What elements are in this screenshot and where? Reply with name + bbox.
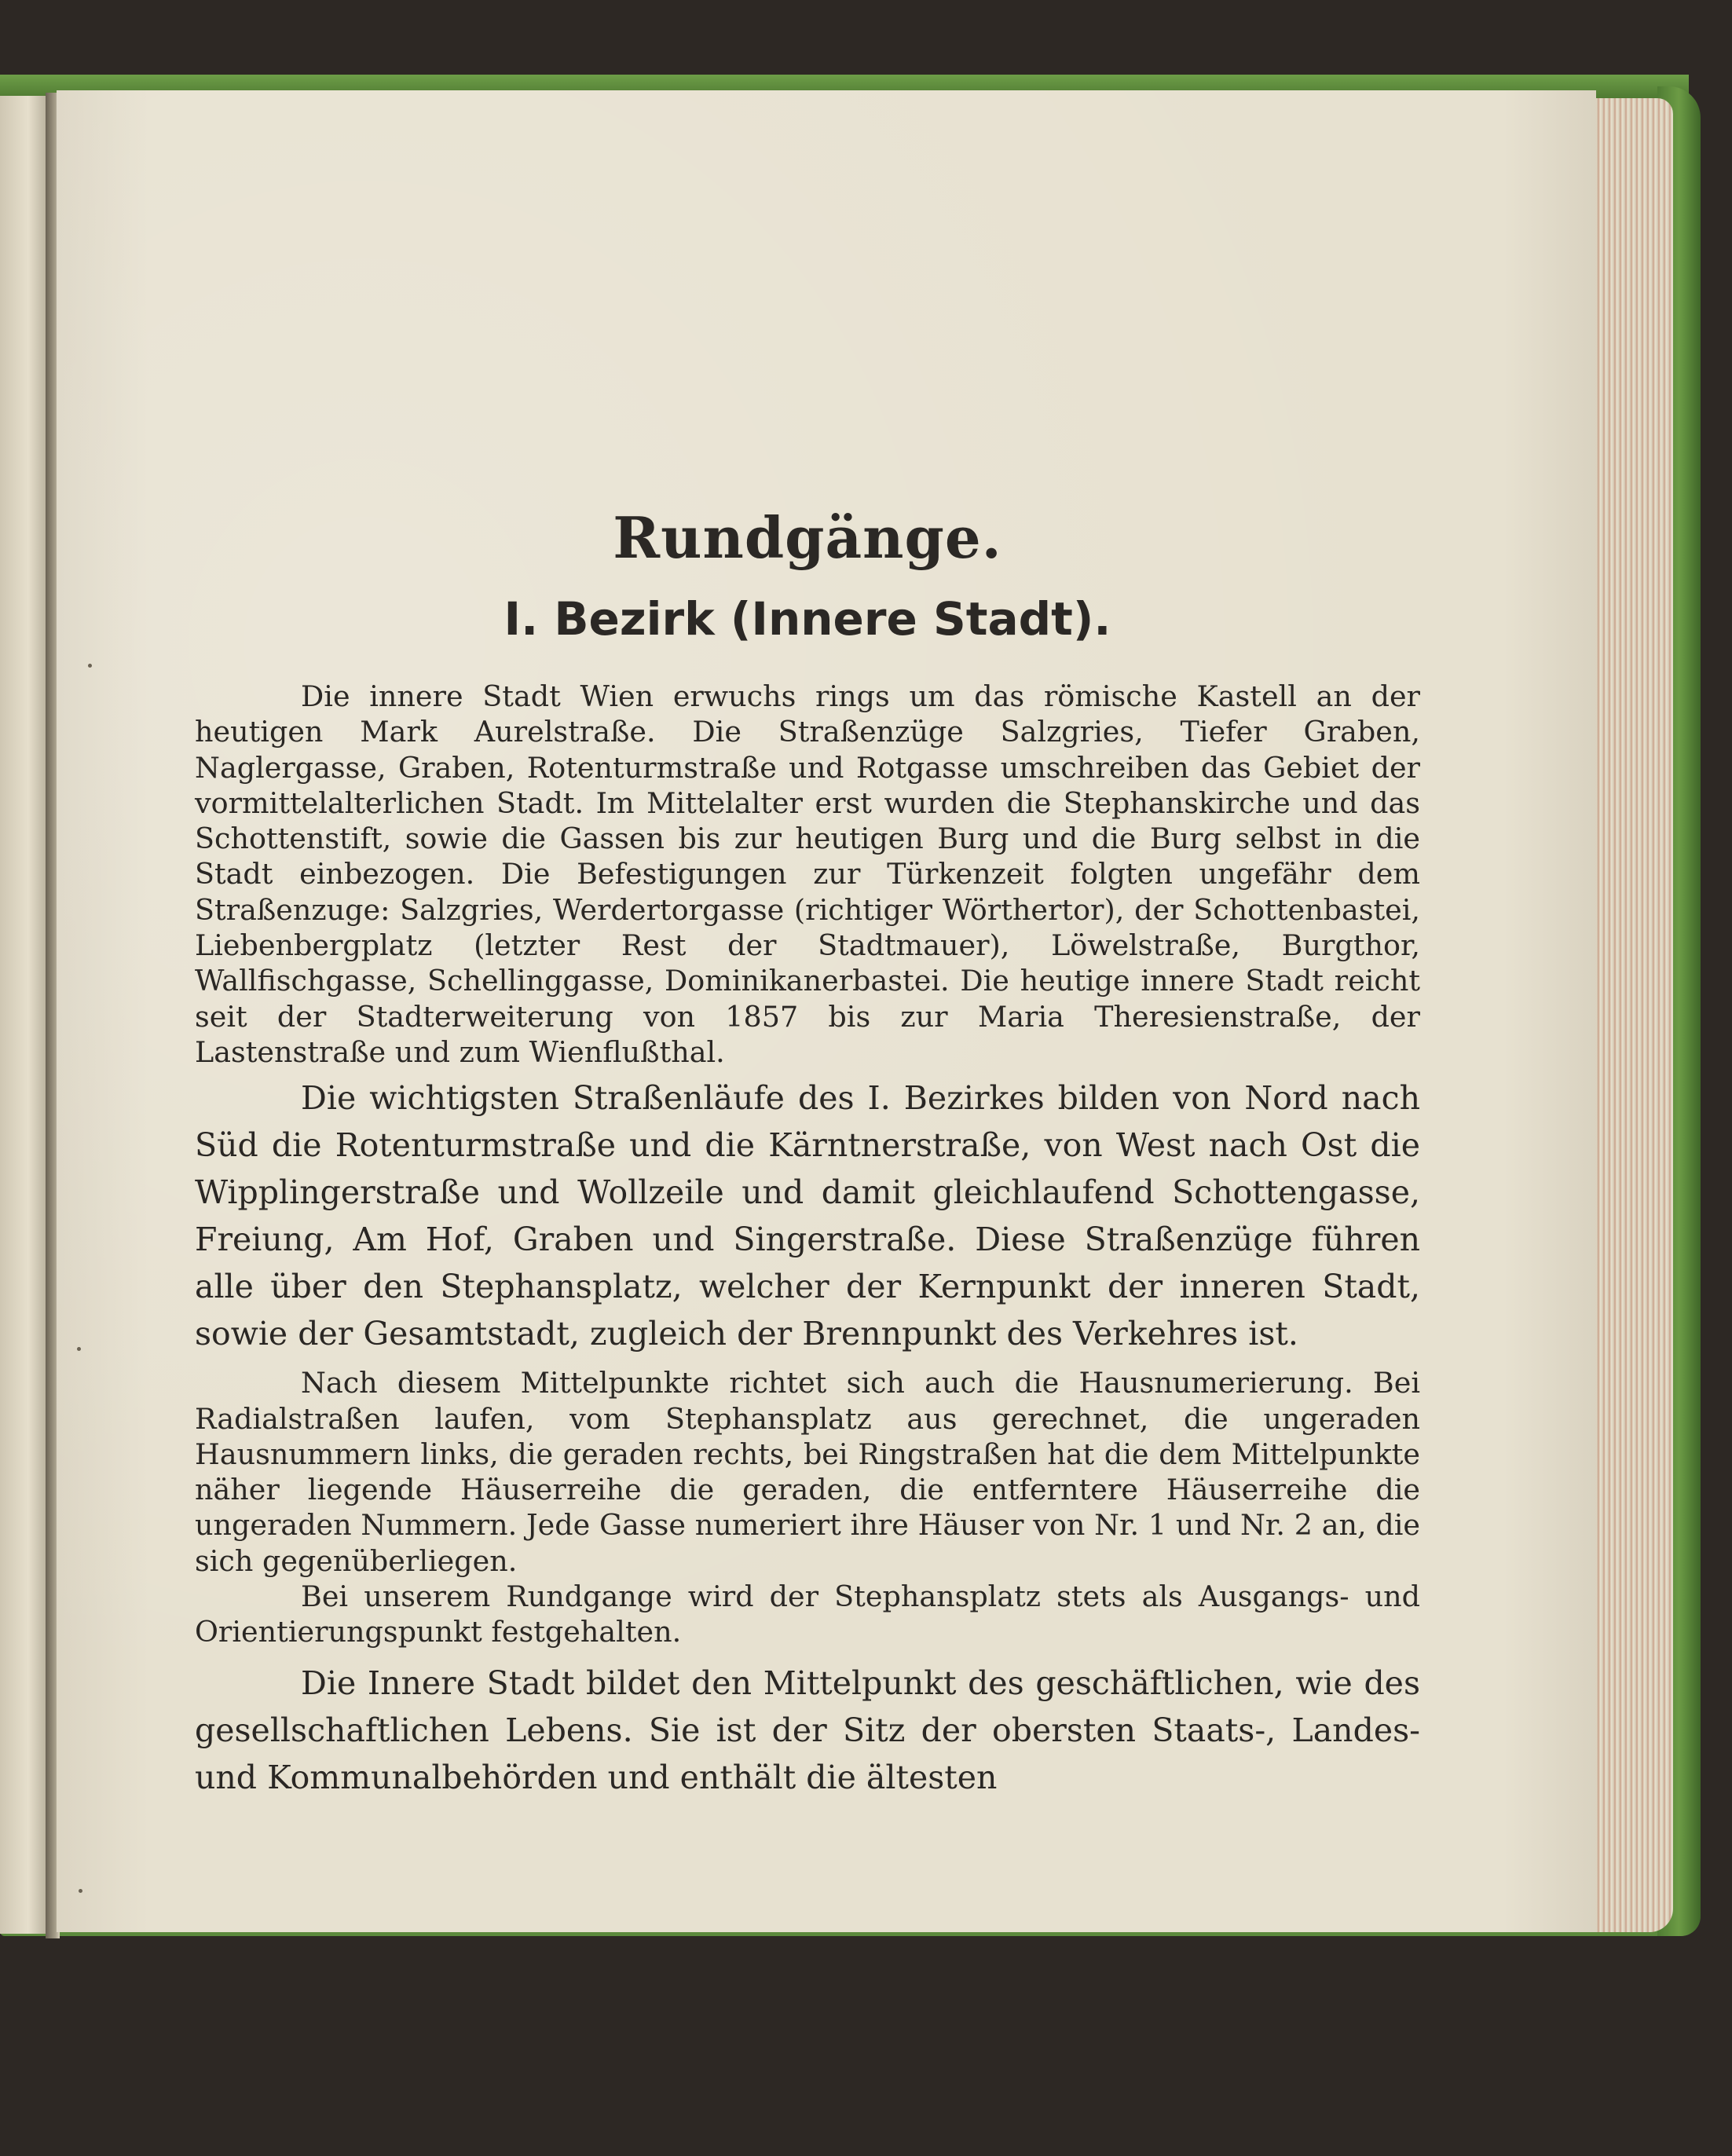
section-heading: I. Bezirk (Innere Stadt). xyxy=(503,592,1111,646)
paragraph-inner-city-center: Die Innere Stadt bildet den Mittelpunkt des geschäftlichen, wie des gesellschaftlichen Lebens. Sie ist der Sitz der obersten Staats-, Landes- und Kommunalbehörden und enthält die ältesten xyxy=(195,1664,1420,1796)
page-speck xyxy=(79,1889,82,1893)
page-speck xyxy=(77,1347,81,1351)
paragraph-main-streets: Die wichtigsten Straßenläufe des I. Bezirkes bilden von Nord nach Süd die Rotenturmstraße und die Kärntnerstraße, von West nach Ost die Wipplingerstraße und Wollzeile und damit gleichlaufend Schottengasse, Freiung, Am Hof, Graben und Singerstraße. Diese Straßenzüge führen alle über den Stephansplatz, welcher der Kernpunkt der inneren Stadt, sowie der Gesamtstadt, zugleich der Brennpunkt des Verkehres ist. xyxy=(195,1079,1420,1353)
paragraph-history: Die innere Stadt Wien erwuchs rings um das römische Kastell an der heutigen Mark Aurelstraße. Die Straßenzüge Salzgries, Tiefer Graben, Naglergasse, Graben, Rotenturmstraße und Rotgasse umschreiben das Gebiet der vormittelalterlichen Stadt. Im Mittelalter erst wurden die Stephanskirche und das Schottenstift, sowie die Gassen bis zur heutigen Burg und die Burg selbst in die Stadt einbezogen. Die Befestigungen zur Türkenzeit folgten ungefähr dem Straßenzuge: Salzgries, Werdertorgasse (richtiger Wörthertor), der Schottenbastei, Liebenbergplatz (letzter Rest der Stadtmauer), Löwelstraße, Burgthor, Wallfischgasse, Schellinggasse, Dominikanerbastei. Die heutige innere Stadt reicht seit der Stadterweiterung von 1857 bis zur Maria Theresienstraße, der Lastenstraße und zum Wienflußthal. xyxy=(195,679,1420,1069)
page-speck xyxy=(88,664,92,668)
chapter-title: Rundgänge. xyxy=(613,504,1002,571)
page-block-edges xyxy=(1595,98,1673,1932)
left-page-sliver xyxy=(0,96,47,1934)
paragraph-house-numbering: Nach diesem Mittelpunkte richtet sich auch die Hausnumerierung. Bei Radialstraßen laufen, vom Stephansplatz aus gerechnet, die ungeraden Hausnummern links, die geraden rechts, bei Ringstraßen hat die dem Mittelpunkte näher liegende Häuserreihe die geraden, die entferntere Häuserreihe die ungeraden Nummern. Jede Gasse numeriert ihre Häuser von Nr. 1 und Nr. 2 an, die sich gegenüberliegen. xyxy=(195,1366,1420,1578)
page-text xyxy=(195,495,1420,1801)
paragraph-orientation: Bei unserem Rundgange wird der Stephansplatz stets als Ausgangs- und Orientierungspunkt festgehalten. xyxy=(195,1579,1420,1649)
